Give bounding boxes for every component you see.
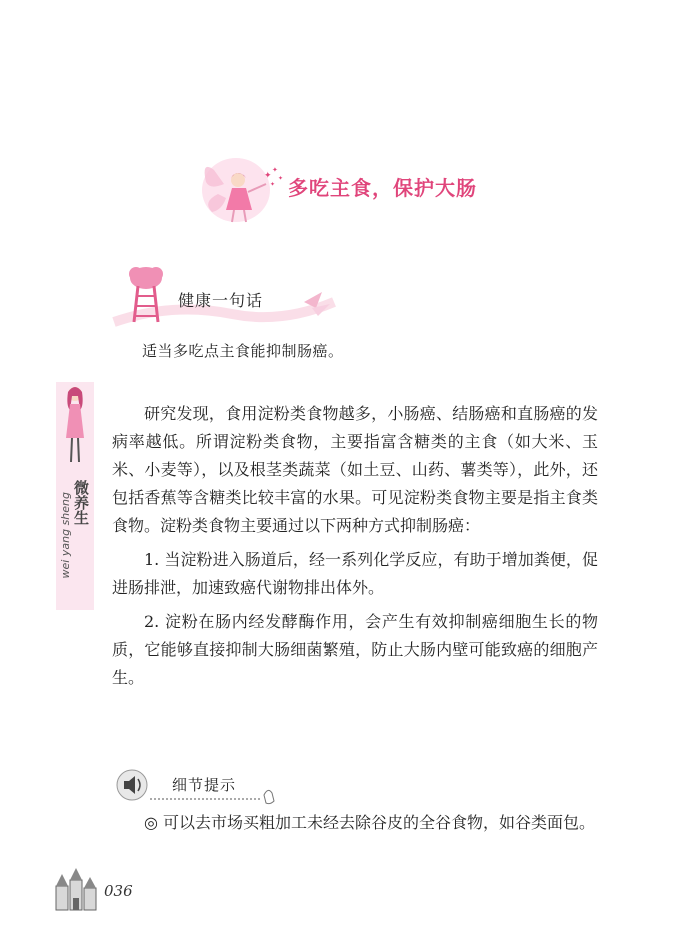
detail-tip-label: 细节提示 xyxy=(172,776,237,794)
page-title: 多吃主食，保护大肠 xyxy=(288,176,477,200)
castle-icon xyxy=(52,868,100,912)
paragraph-point-2: 2. 淀粉在肠内经发酵酶作用，会产生有效抑制癌细胞生长的物质，它能够直接抑制大肠细菌繁殖，防止大肠内壁可能致癌的细胞产生。 xyxy=(112,612,598,687)
svg-text:✦: ✦ xyxy=(272,166,278,174)
paragraph-point-1: 1. 当淀粉进入肠道后，经一系列化学反应，有助于增加粪便，促进肠排泄，加速致癌代谢物排出体外。 xyxy=(112,550,598,597)
page-number: 036 xyxy=(104,882,133,900)
side-tab-title: 微养生 xyxy=(72,480,90,525)
paragraph-intro: 研究发现，食用淀粉类食物越多，小肠癌、结肠癌和直肠癌的发病率越低。所谓淀粉类食物，主要指富含糖类的主食（如大米、玉米、小麦等），以及根茎类蔬菜（如土豆、山药、薯类等），此外，还包括香蕉等含糖类比较丰富的水果。可见淀粉类食物主要是指主食类食物。淀粉类食物主要通过以下两种方式抑制肠癌： xyxy=(112,404,598,535)
article-body xyxy=(112,400,598,692)
svg-text:✦: ✦ xyxy=(270,181,276,188)
side-tab-pinyin: wei yang sheng xyxy=(59,492,72,579)
fairy-illustration xyxy=(196,150,286,228)
svg-text:✦: ✦ xyxy=(264,171,272,181)
key-sentence: 适当多吃点主食能抑制肠癌。 xyxy=(142,342,344,360)
detail-tip-text: ◎ 可以去市场买粗加工未经去除谷皮的全谷食物，如谷类面包。 xyxy=(144,813,596,832)
girl-illustration xyxy=(60,382,90,467)
section-label: 健康一句话 xyxy=(178,291,264,310)
svg-text:✦: ✦ xyxy=(278,175,284,182)
